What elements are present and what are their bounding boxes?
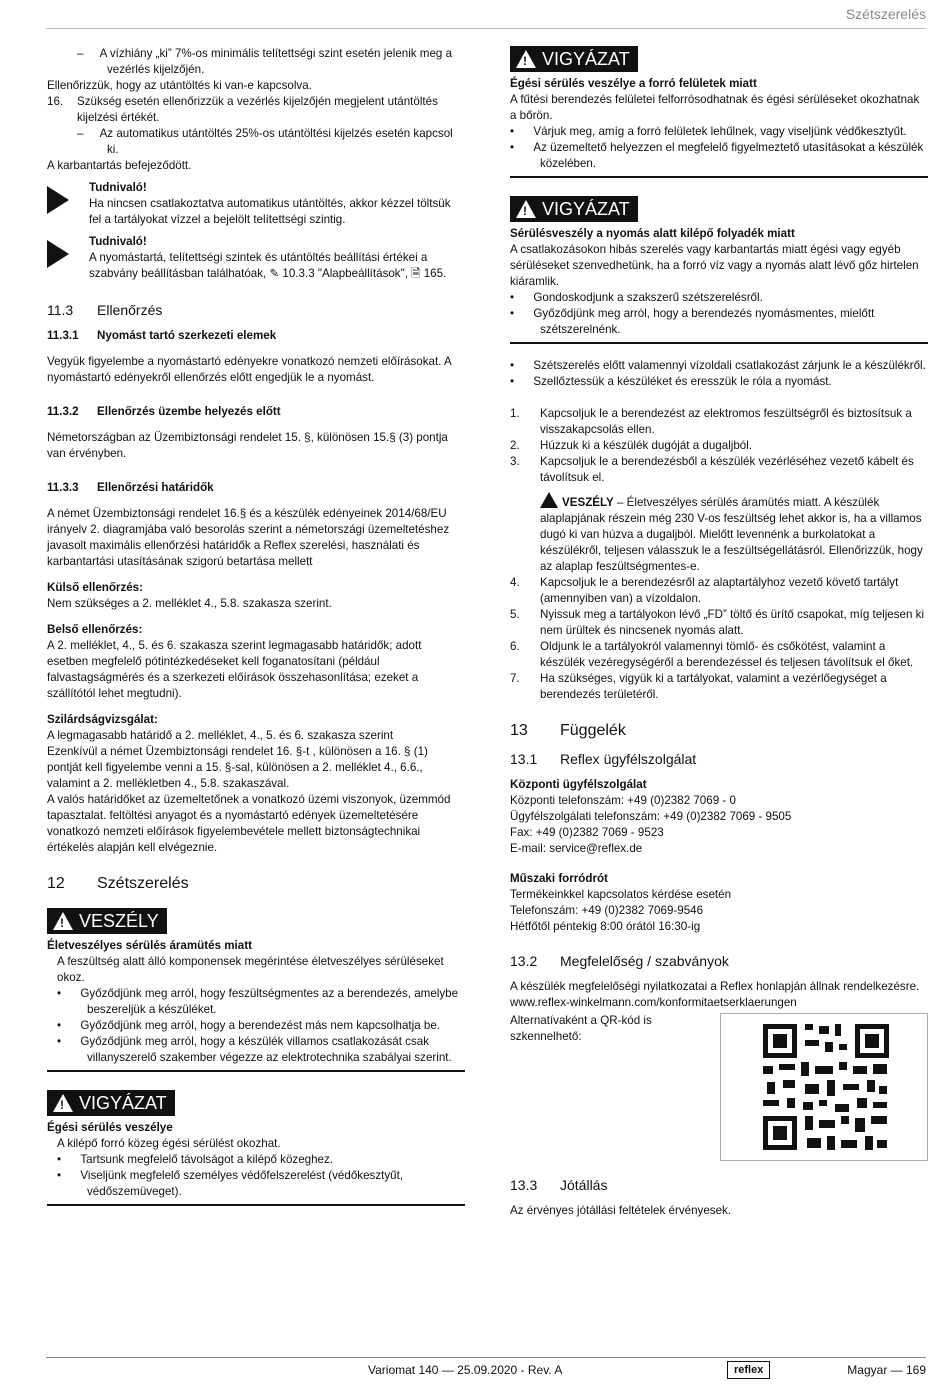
- step-item: 3. Kapcsoljuk le a berendezésből a készülék vezérléséhez vezető kábelt és távolítsuk el.: [510, 455, 914, 484]
- warning-text: A kilépő forró közeg égési sérülést okozhat.: [57, 1137, 281, 1150]
- warning-icon: [540, 492, 558, 508]
- caution-badge: ! VIGYÁZAT: [510, 196, 638, 222]
- warning-icon: [53, 912, 73, 930]
- qr-caption: Alternatívaként a QR-kód is szkennelhető:: [510, 1014, 652, 1043]
- heading-11-3-3: 11.3.3 Ellenőrzési határidők: [47, 481, 214, 494]
- list-item: • Szellőztessük a készüléket és eresszük le róla a nyomást.: [510, 375, 832, 388]
- contact-line: Fax: +49 (0)2382 7069 - 9523: [510, 826, 664, 839]
- right-column: [510, 46, 928, 1219]
- list-item: • Győződjünk meg arról, hogy feszültségmentes az a berendezés, amelybe beszereljük a készüléket.: [57, 987, 459, 1016]
- danger-badge: ! VESZÉLY: [47, 908, 167, 934]
- warning-icon: [516, 50, 536, 68]
- paragraph: Vegyük figyelembe a nyomástartó edényekre vonatkozó nemzeti előírásokat. A nyomástartó edényekről ellenőrzés előtt engedjük le a nyomást.: [47, 355, 452, 384]
- warning-title: Sérülésveszély a nyomás alatt kilépő folyadék miatt: [510, 227, 795, 240]
- list-item: • Várjuk meg, amíg a forró felületek lehűlnek, vagy viseljünk védőkesztyűt.: [510, 125, 907, 138]
- paragraph: Ezenkívül a német Üzembiztonsági rendelet 16. §-t , különösen a 16. § (1) pontját kell figyelembe venni a 15. §-sal, különösen a 2. melléklet 4., 6.6., valamint a 2. mellékletben 4., 5.8. szakaszával.: [47, 745, 428, 790]
- conformity-link[interactable]: www.reflex-winkelmann.com/konformitaetserklaerungen: [510, 996, 797, 1009]
- step-item: 2. Húzzuk ki a készülék dugóját a dugaljból.: [510, 439, 753, 452]
- caution-badge: ! VIGYÁZAT: [510, 46, 638, 72]
- contact-line: Telefonszám: +49 (0)2382 7069-9546: [510, 904, 704, 917]
- header-rule: [46, 28, 926, 29]
- heading-11-3-1: 11.3.1 Nyomást tartó szerkezeti elemek: [47, 329, 277, 342]
- warning-list: [47, 986, 465, 1066]
- heading-11-3: 11.3 Ellenőrzés: [47, 302, 163, 318]
- paragraph: A legmagasabb határidő a 2. melléklet, 4., 5. és 6. szakasza szerint: [47, 729, 394, 742]
- heading-13-1: 13.1 Reflex ügyfélszolgálat: [510, 751, 697, 767]
- step-item: 6. Oldjunk le a tartályokról valamennyi tömlő- és csőkötést, valamint a készülék vezéregységéről a berendezéssel és teljesen távolítsuk el őket.: [510, 640, 914, 669]
- caution-badge: ! VIGYÁZAT: [47, 1090, 175, 1116]
- danger-inline: VESZÉLY – Életveszélyes sérülés áramütés miatt. A készülék alaplapjának részein még 230 V-os feszültség lehet akkor is, ha a villamos dugó ki van húzva a dugaljból. Mielőtt levennénk a burkolatokat a készülékről, teljesen válasszuk le a feszültségellátásról. Ellenőrizzük, hogy az alaplap feszültségmentes-e.: [510, 492, 928, 575]
- list-item: • Győződjünk meg arról, hogy a berendezés nyomásmentes, mielőtt szétszerelnénk.: [510, 307, 875, 336]
- page-number: Magyar — 169: [847, 1363, 926, 1377]
- qr-code-icon: [721, 1014, 927, 1160]
- list-item: • Viseljünk megfelelő személyes védőfelszerelést (védőkesztyűt, védőszemüveget).: [57, 1169, 404, 1198]
- subheading: Külső ellenőrzés:: [47, 581, 143, 594]
- step-item: 7. Ha szükséges, vigyük ki a tartályokat, valamint a vezérlőegységet a berendezés területéről.: [510, 672, 887, 701]
- subheading: Belső ellenőrzés:: [47, 623, 143, 636]
- warning-text: A csatlakozásokon hibás szerelés vagy karbantartás miatt égési vagy egyéb sérüléseket szenvedhetünk, ha a forró víz vagy a nyomás alatt lévő gőz hirtelen kiáramlik.: [510, 243, 919, 288]
- paragraph: Ellenőrizzük, hogy az utántöltés ki van-e kapcsolva.: [47, 79, 312, 92]
- arrow-icon: [47, 240, 69, 268]
- warning-title: Életveszélyes sérülés áramütés miatt: [47, 939, 252, 952]
- note-title: Tudnivaló!: [89, 235, 147, 248]
- heading-13: 13 Függelék: [510, 722, 626, 739]
- list-item: • Tartsunk megfelelő távolságot a kilépő közeghez.: [57, 1153, 334, 1166]
- reflex-logo: reflex: [727, 1361, 770, 1379]
- warning-text: A fűtési berendezés felületei felforrósodhatnak és égési sérüléseket okozhatnak a bőrön.: [510, 93, 920, 122]
- heading-13-3: 13.3 Jótállás: [510, 1177, 608, 1193]
- paragraph: A készülék megfelelőségi nyilatkozatai a Reflex honlapján állnak rendelkezésre.: [510, 980, 920, 993]
- warning-text: A feszültség alatt álló komponensek megérintése életveszélyes sérüléseket okoz.: [57, 955, 444, 984]
- warning-icon: [516, 200, 536, 218]
- footer-rule: [46, 1357, 926, 1358]
- note-box: [47, 234, 465, 282]
- subheading: Műszaki forródrót: [510, 872, 608, 885]
- step-16: 16. Szükség esetén ellenőrizzük a vezérlés kijelzőjén megjelent utántöltés kijelzési értékét.: [47, 95, 438, 124]
- note-text: Ha nincsen csatlakoztatva automatikus utántöltés, akkor kézzel töltsük fel a tartályokat vízzel a bejelölt telítettségi szintig.: [89, 197, 451, 226]
- paragraph: A karbantartás befejeződött.: [47, 159, 192, 172]
- dash-item: – A vízhiány „ki” 7%-os minimális telítettségi szint esetén jelenik meg a vezérlés kijelzőjén.: [77, 47, 453, 76]
- list-item: • Gondoskodjunk a szakszerű szétszerelésről.: [510, 291, 763, 304]
- list-item: • Szétszerelés előtt valamennyi vízoldali csatlakozást zárjunk le a készülékről.: [510, 359, 926, 372]
- paragraph: Az érvényes jótállási feltételek érvényesek.: [510, 1204, 732, 1217]
- subheading: Központi ügyfélszolgálat: [510, 778, 647, 791]
- list-item: • Győződjünk meg arról, hogy a készülék villamos csatlakozását csak villanyszerelő szakember végezze az elektrotechnika szabályai szerint.: [57, 1035, 452, 1064]
- contact-line: Központi telefonszám: +49 (0)2382 7069 - 0: [510, 794, 736, 807]
- step-item: 4. Kapcsoljuk le a berendezésről az alaptartályhoz vezető követő tartályt (amennyiben van) a vízoldalon.: [510, 576, 899, 605]
- step-item: 5. Nyissuk meg a tartályokon lévő „FD” töltő és ürítő csapokat, míg teljesen ki nem ürültek és nincsenek nyomás alatt.: [510, 608, 925, 637]
- contact-line: Termékeinkkel kapcsolatos kérdése esetén: [510, 888, 732, 901]
- contact-line: E-mail: service@reflex.de: [510, 842, 643, 855]
- warning-title: Égési sérülés veszélye: [47, 1121, 173, 1134]
- note-text: A nyomástartá, telítettségi szintek és utántöltés beállítási értékei a szabvány beállításban találhatóak, ✎ 10.3.3 "Alapbeállítások", 🗎 165.: [89, 251, 447, 280]
- caution-box: [510, 192, 928, 344]
- caution-box: [510, 46, 928, 178]
- list-item: • Az üzemeltető helyezzen el megfelelő figyelmeztető utasításokat a készülék közelében.: [510, 141, 924, 170]
- step-item: 1. Kapcsoljuk le a berendezést az elektromos feszültségről és biztosítsuk a visszakapcsolás ellen.: [510, 407, 912, 436]
- paragraph: Nem szükséges a 2. melléklet 4., 5.8. szakasza szerint.: [47, 597, 332, 610]
- warning-title: Égési sérülés veszélye a forró felületek miatt: [510, 77, 757, 90]
- dash-item: – Az automatikus utántöltés 25%-os utántöltési kijelzés esetén kapcsol ki.: [77, 127, 453, 156]
- heading-13-2: 13.2 Megfelelőség / szabványok: [510, 953, 729, 969]
- paragraph: A valós határidőket az üzemeltetőnek a vonatkozó üzemi viszonyok, üzemmód tapasztalat. feltöltési anyagot és a nyomástartó edények üzemeltetésére vonatkozó nemzeti előírások figyelembevétele mellett biztonságtechnikai értékelés alapján kell elvégeznie.: [47, 793, 451, 854]
- warning-icon: [53, 1094, 73, 1112]
- subheading: Szilárdságvizsgálat:: [47, 713, 158, 726]
- heading-11-3-2: 11.3.2 Ellenőrzés üzembe helyezés előtt: [47, 405, 281, 418]
- left-column: [47, 46, 465, 1220]
- heading-12: 12 Szétszerelés: [47, 875, 189, 892]
- note-box: [47, 180, 465, 228]
- running-header: Szétszerelés: [845, 6, 926, 22]
- paragraph: Németországban az Üzembiztonsági rendelet 15. §, különösen 15.§ (3) pontja van érvényben.: [47, 431, 448, 460]
- qr-code[interactable]: [720, 1013, 928, 1161]
- arrow-icon: [47, 186, 69, 214]
- contact-line: Hétfőtől péntekig 8:00 órától 16:30-ig: [510, 920, 701, 933]
- paragraph: A 2. melléklet, 4., 5. és 6. szakasza szerint legmagasabb határidők; adott esetben megfelelő pótintézkedéseket kell foganatosítani (például falvastagságmérés és a szerkezeti előírások összehasonlítása; ezeket a szállítótól lehet megtudni).: [47, 639, 422, 700]
- list-item: • Győződjünk meg arról, hogy a berendezést más nem kapcsolhatja be.: [57, 1019, 440, 1032]
- paragraph: A német Üzembiztonsági rendelet 16.§ és a készülék edényeinek 2014/68/EU irányelv 2. diagramjába való besorolás szerint a németországi üzemeltetéshez javasolt maximális ellenőrzési határidők a Reflex szerelési, használati és karbantartási utasításának szigorú betartása mellett: [47, 507, 450, 568]
- danger-box: [47, 904, 465, 1072]
- note-title: Tudnivaló!: [89, 181, 147, 194]
- contact-line: Ügyfélszolgálati telefonszám: +49 (0)2382 7069 - 9505: [510, 810, 792, 823]
- caution-box: [47, 1086, 465, 1206]
- footer-doc: Variomat 140 — 25.09.2020 - Rev. A: [368, 1363, 563, 1377]
